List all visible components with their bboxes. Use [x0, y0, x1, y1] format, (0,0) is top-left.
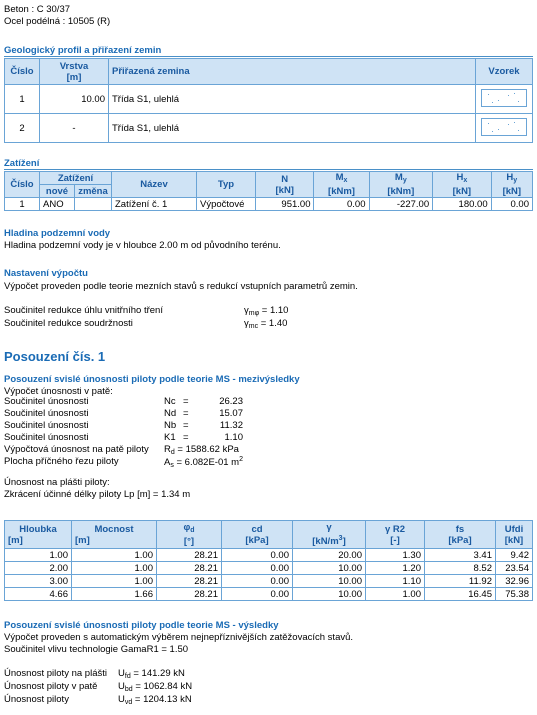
geo-col-layer-title: Vrstva: [59, 60, 89, 72]
layers-cell: 4.66: [5, 588, 72, 601]
total-capacity-label: Únosnost piloty: [4, 694, 69, 705]
c-reduction-label: Součinitel redukce soudržnosti: [4, 318, 133, 329]
layers-cell: 1.00: [366, 588, 425, 601]
base-factor-row: Součinitel únosnosti: [4, 408, 89, 419]
as-value: $A_s = 6.082E-01$ $m^2$: [164, 456, 243, 469]
loads-col-num: Číslo: [5, 172, 40, 198]
loads-col-Mx-unit: [kNm]: [328, 186, 355, 197]
loads-cell-Hx: 180.00: [433, 198, 491, 211]
layers-cell: 0.00: [222, 588, 293, 601]
base-factor-row: Součinitel únosnosti: [4, 396, 89, 407]
loads-col-Hx: [433, 172, 491, 198]
base-factor-value: 26.23: [219, 396, 243, 407]
loads-col-N-unit: [kN]: [275, 184, 294, 196]
layers-col-cd: cd [kPa]: [222, 521, 293, 549]
geo-col-layer-unit: [m]: [66, 71, 82, 83]
loads-section-title: Zatížení: [4, 158, 40, 169]
results-text-2: Součinitel vlivu technologie GamaR1 = 1.50: [4, 644, 189, 655]
loads-col-My: [369, 172, 433, 198]
geo-col-layer: [40, 59, 109, 85]
loads-cell-num: 1: [5, 198, 40, 211]
loads-col-Mx: [314, 172, 369, 198]
table-row: [5, 198, 533, 211]
layers-col-ufdi: Ufdi [kN]: [496, 521, 533, 549]
layers-col-depth: Hloubka [m]: [5, 521, 72, 549]
loads-col-name: Název: [112, 172, 197, 198]
results-text-1: Výpočet proveden s automatickým výběrem nejnepříznivějších zatěžovacích stavů.: [4, 632, 354, 643]
geo-col-soil: Přiřazená zemina: [109, 59, 476, 85]
total-capacity-value: $U_{vd} = 1204.13$ kN: [118, 694, 192, 706]
base-factor-eq: =: [183, 408, 189, 419]
water-text: Hladina podzemní vody je v hloubce 2.00 m od původního terénu.: [4, 240, 281, 251]
layers-cell: 0.00: [222, 549, 293, 562]
layers-cell: 2.00: [5, 562, 72, 575]
rd-value: $R_d = 1588.62$ kPa: [164, 444, 239, 456]
layers-cell: 28.21: [157, 588, 222, 601]
geo-col-sample: Vzorek: [476, 59, 533, 85]
base-factor-eq: =: [183, 396, 189, 407]
layers-cell: 20.00: [293, 549, 366, 562]
base-factor-sym: Nb: [164, 420, 177, 431]
geo-cell-layer: -: [40, 114, 109, 143]
base-capacity-label: Únosnost piloty v patě: [4, 681, 98, 692]
layers-cell: 75.38: [496, 588, 533, 601]
layers-cell: 1.00: [5, 549, 72, 562]
layers-body: [5, 549, 533, 601]
loads-cell-new: ANO: [40, 198, 75, 211]
geo-cell-soil: Třída S1, ulehlá: [109, 85, 476, 114]
layers-cell: 3.00: [5, 575, 72, 588]
geo-cell-soil: Třída S1, ulehlá: [109, 114, 476, 143]
water-section-title: Hladina podzemní vody: [4, 228, 111, 239]
geo-cell-num: 1: [5, 85, 40, 114]
geo-col-num: Číslo: [5, 59, 40, 85]
base-factor-sym: K1: [164, 432, 176, 443]
loads-cell-name: Zatížení č. 1: [112, 198, 197, 211]
shaft-capacity-label: Únosnost piloty na plášti: [4, 668, 107, 679]
layers-cell: 23.54: [496, 562, 533, 575]
layers-table: [4, 520, 533, 601]
loads-cell-change: [75, 198, 112, 211]
table-row: [5, 562, 533, 575]
loads-col-My-title: $M_y$: [394, 172, 407, 184]
settings-text: Výpočet proveden podle teorie mezních stavů s redukcí vstupních parametrů zemin.: [4, 281, 358, 292]
layers-cell: 1.20: [366, 562, 425, 575]
layers-cell: 1.30: [366, 549, 425, 562]
shaft-capacity-title: Únosnost na plášti piloty:: [4, 477, 110, 488]
loads-col-change: změna: [75, 185, 112, 198]
layers-cell: 28.21: [157, 562, 222, 575]
check-title: Posouzení čís. 1: [4, 349, 106, 364]
geo-cell-layer: 10.00: [40, 85, 109, 114]
loads-col-type: Typ: [197, 172, 256, 198]
section-divider: [4, 56, 533, 57]
soil-pattern-swatch: [481, 89, 527, 107]
geo-section-title: Geologický profil a přiřazení zemin: [4, 45, 162, 56]
layers-col-thickness: Mocnost [m]: [72, 521, 157, 549]
layers-cell: 9.42: [496, 549, 533, 562]
loads-cell-N: 951.00: [256, 198, 314, 211]
loads-table: [4, 171, 533, 211]
base-factor-value: 11.32: [219, 420, 243, 431]
loads-col-Mx-title: $M_x$: [335, 172, 348, 184]
loads-col-N-title: N: [281, 173, 289, 185]
layers-col-gamma-r2: γ R2 [-]: [366, 521, 425, 549]
phi-reduction-value: $\gamma_{m\varphi} = 1.10$: [244, 305, 289, 317]
loads-col-load: Zatížení: [40, 172, 112, 185]
loads-col-Hy-title: $H_y$: [506, 172, 518, 184]
layers-cell: 28.21: [157, 575, 222, 588]
layers-cell: 10.00: [293, 562, 366, 575]
geo-cell-sample: [476, 85, 533, 114]
loads-col-Hy-unit: [kN]: [502, 186, 522, 197]
layers-cell: 1.00: [72, 549, 157, 562]
geo-cell-num: 2: [5, 114, 40, 143]
base-capacity-title: Výpočet únosnosti v patě:: [4, 386, 113, 397]
shaft-reduction-text: Zkrácení účinné délky piloty Lp [m] = 1.34 m: [4, 489, 191, 500]
loads-cell-Mx: 0.00: [314, 198, 369, 211]
layers-col-fs: fs [kPa]: [425, 521, 496, 549]
layers-cell: 1.00: [72, 562, 157, 575]
loads-cell-My: -227.00: [369, 198, 433, 211]
base-factor-value: 1.10: [224, 432, 243, 443]
layers-cell: 11.92: [425, 575, 496, 588]
base-factor-sym: Nd: [164, 408, 177, 419]
table-row: [5, 588, 533, 601]
shaft-capacity-value: $U_{fd} = 141.29$ kN: [118, 668, 185, 680]
loads-col-new: nové: [40, 185, 75, 198]
soil-pattern-swatch: [481, 118, 527, 136]
steel-label: Ocel podélná : 10505 (R): [4, 16, 111, 27]
base-factor-value: 15.07: [219, 408, 243, 419]
results-title: Posouzení svislé únosnosti piloty podle teorie MS - výsledky: [4, 620, 279, 631]
layers-cell: 10.00: [293, 575, 366, 588]
loads-cell-type: Výpočtové: [197, 198, 256, 211]
layers-cell: 32.96: [496, 575, 533, 588]
layers-cell: 0.00: [222, 575, 293, 588]
base-factor-row: Součinitel únosnosti: [4, 420, 89, 431]
loads-col-Hy: [491, 172, 532, 198]
layers-col-gamma: γ $[kN/m^3]$: [293, 521, 366, 549]
rd-label: Výpočtová únosnost na patě piloty: [4, 444, 149, 455]
intermediate-results-title: Posouzení svislé únosnosti piloty podle teorie MS - mezivýsledky: [4, 374, 300, 385]
section-divider: [4, 169, 533, 170]
layers-cell: 0.00: [222, 562, 293, 575]
loads-col-Hx-unit: [kN]: [452, 186, 472, 197]
layers-cell: 1.10: [366, 575, 425, 588]
layers-cell: 1.00: [72, 575, 157, 588]
table-row: [5, 85, 533, 114]
layers-cell: 16.45: [425, 588, 496, 601]
layers-cell: 3.41: [425, 549, 496, 562]
c-reduction-value: $\gamma_{mc} = 1.40$: [244, 318, 288, 330]
loads-col-N: [256, 172, 314, 198]
base-factor-eq: =: [183, 432, 189, 443]
layers-cell: 8.52: [425, 562, 496, 575]
loads-col-Hx-title: $H_x$: [456, 172, 468, 184]
concrete-label: Beton : C 30/37: [4, 4, 71, 15]
layers-cell: 28.21: [157, 549, 222, 562]
base-factor-sym: Nc: [164, 396, 176, 407]
loads-cell-Hy: 0.00: [491, 198, 532, 211]
phi-reduction-label: Součinitel redukce úhlu vnitřního tření: [4, 305, 163, 316]
geo-cell-sample: [476, 114, 533, 143]
layers-col-phi: $\varphi_d$ [°]: [157, 521, 222, 549]
table-row: [5, 114, 533, 143]
layers-cell: 10.00: [293, 588, 366, 601]
loads-col-My-unit: [kNm]: [387, 186, 415, 197]
table-row: [5, 549, 533, 562]
table-row: [5, 575, 533, 588]
layers-cell: 1.66: [72, 588, 157, 601]
geo-table: [4, 58, 533, 143]
base-factor-row: Součinitel únosnosti: [4, 432, 89, 443]
as-label: Plocha příčného řezu piloty: [4, 456, 119, 467]
base-factor-eq: =: [183, 420, 189, 431]
base-capacity-value: $U_{bd} = 1062.84$ kN: [118, 681, 193, 693]
settings-section-title: Nastavení výpočtu: [4, 268, 88, 279]
